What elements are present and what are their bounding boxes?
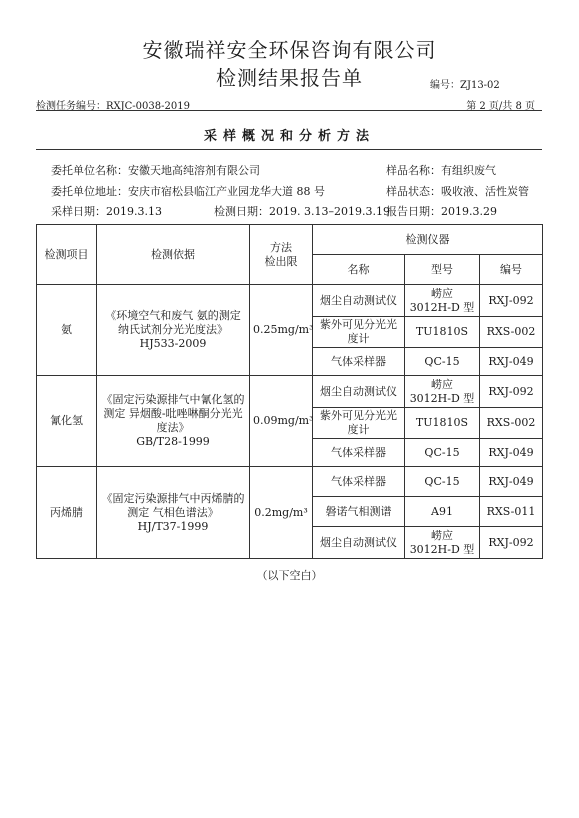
sample-name-row <box>386 162 496 178</box>
client-address-value: 安庆市宿松县临江产业园龙华大道 88 号 <box>128 185 325 198</box>
cell-basis: 《固定污染源排气中丙烯腈的测定 气相色谱法》 HJ/T37-1999 <box>97 467 250 559</box>
report-title: 检测结果报告单 <box>216 66 363 90</box>
cell-instrument-model: QC-15 <box>405 348 480 376</box>
cell-instrument-model: 崂应 3012H-D 型 <box>405 285 480 317</box>
cell-instrument-name: 气体采样器 <box>313 467 405 497</box>
sampling-date-label: 采样日期： <box>51 205 106 218</box>
cell-instrument-number: RXJ-092 <box>480 285 543 317</box>
test-date-label: 检测日期： <box>214 205 269 218</box>
cell-instrument-name: 紫外可见分光光 度计 <box>313 408 405 439</box>
page-info: 第 2 页/共 8 页 <box>466 101 535 112</box>
cell-instrument-name: 烟尘自动测试仪 <box>313 285 405 317</box>
cell-instrument-number: RXS-002 <box>480 317 543 348</box>
table-header-row <box>37 225 543 255</box>
cell-limit: 0.09mg/m³ <box>250 376 313 467</box>
cell-instrument-model: 崂应 3012H-D 型 <box>405 376 480 408</box>
header-limit: 方法 检出限 <box>250 225 313 285</box>
cell-instrument-number: RXJ-092 <box>480 527 543 559</box>
client-address-row <box>51 183 325 199</box>
header-instruments: 检测仪器 <box>313 225 543 255</box>
sample-state-value: 吸收液、活性炭管 <box>441 185 529 198</box>
cell-item: 氨 <box>37 285 97 376</box>
sample-state-label: 样品状态： <box>386 185 441 198</box>
cell-instrument-name: 磐诺气相测谱 <box>313 497 405 527</box>
cell-basis: 《环境空气和废气 氨的测定 纳氏试剂分光光度法》 HJ533-2009 <box>97 285 250 376</box>
cell-instrument-name: 紫外可见分光光 度计 <box>313 317 405 348</box>
cell-instrument-model: TU1810S <box>405 317 480 348</box>
blank-below-note: （以下空白） <box>256 569 323 582</box>
report-date-value: 2019.3.29 <box>441 205 497 218</box>
header-number: 编号 <box>480 255 543 285</box>
cell-instrument-number: RXS-011 <box>480 497 543 527</box>
cell-instrument-name: 气体采样器 <box>313 439 405 467</box>
cell-item: 丙烯腈 <box>37 467 97 559</box>
table-row <box>37 376 543 408</box>
cell-limit: 0.25mg/m³ <box>250 285 313 376</box>
sampling-date-value: 2019.3.13 <box>106 205 162 218</box>
cell-instrument-model: A91 <box>405 497 480 527</box>
cell-instrument-number: RXJ-049 <box>480 439 543 467</box>
document-number: 编号：ZJ13-02 <box>430 80 500 91</box>
sample-name-label: 样品名称： <box>386 164 441 177</box>
company-name: 安徽瑞祥安全环保咨询有限公司 <box>142 38 437 62</box>
header-item: 检测项目 <box>37 225 97 285</box>
sampling-date-row <box>51 203 162 219</box>
test-date-row <box>214 203 390 219</box>
table-body <box>37 285 543 559</box>
cell-instrument-number: RXJ-049 <box>480 467 543 497</box>
header-model: 型号 <box>405 255 480 285</box>
cell-instrument-name: 烟尘自动测试仪 <box>313 527 405 559</box>
cell-instrument-number: RXJ-049 <box>480 348 543 376</box>
cell-instrument-model: QC-15 <box>405 467 480 497</box>
table-row <box>37 467 543 497</box>
cell-instrument-name: 气体采样器 <box>313 348 405 376</box>
header-name: 名称 <box>313 255 405 285</box>
results-table <box>36 224 543 559</box>
client-name-value: 安徽天地高纯溶剂有限公司 <box>128 164 260 177</box>
client-name-row <box>51 162 260 178</box>
report-date-row <box>386 203 497 219</box>
table-row <box>37 285 543 317</box>
header-divider <box>36 110 542 111</box>
cell-basis: 《固定污染源排气中氰化氢的测定 异烟酸-吡唑啉酮分光光度法》 GB/T28-1999 <box>97 376 250 467</box>
header-basis: 检测依据 <box>97 225 250 285</box>
client-name-label: 委托单位名称： <box>51 164 128 177</box>
cell-instrument-model: 崂应 3012H-D 型 <box>405 527 480 559</box>
cell-instrument-number: RXJ-092 <box>480 376 543 408</box>
section-title: 采样概况和分析方法 <box>203 129 375 144</box>
section-divider <box>36 149 542 150</box>
cell-item: 氰化氢 <box>37 376 97 467</box>
cell-instrument-model: QC-15 <box>405 439 480 467</box>
sample-state-row <box>386 183 529 199</box>
cell-instrument-model: TU1810S <box>405 408 480 439</box>
task-number: 检测任务编号：RXJC-0038-2019 <box>36 101 190 112</box>
sample-name-value: 有组织废气 <box>441 164 496 177</box>
cell-instrument-number: RXS-002 <box>480 408 543 439</box>
cell-instrument-name: 烟尘自动测试仪 <box>313 376 405 408</box>
client-address-label: 委托单位地址： <box>51 185 128 198</box>
report-date-label: 报告日期： <box>386 205 441 218</box>
cell-limit: 0.2mg/m³ <box>250 467 313 559</box>
test-date-value: 2019. 3.13–2019.3.19 <box>269 205 390 218</box>
